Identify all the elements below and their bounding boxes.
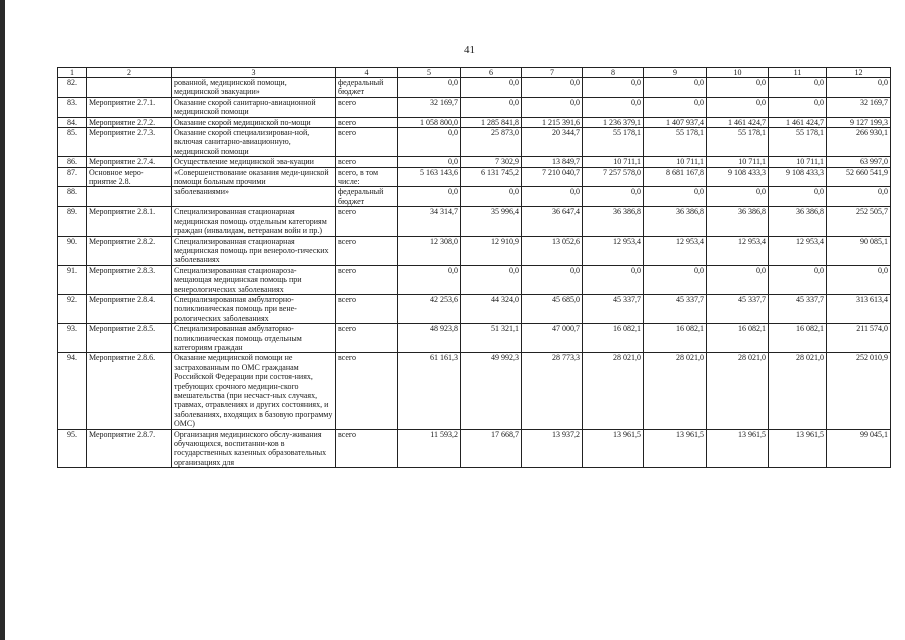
funding-source-cell: всего: [336, 97, 398, 117]
total-value-cell: 313 613,4: [827, 294, 891, 323]
year-value-cell: 55 178,1: [707, 128, 769, 157]
funding-source-cell: всего: [336, 207, 398, 236]
year-value-cell: 32 169,7: [398, 97, 461, 117]
year-value-cell: 28 021,0: [583, 353, 644, 429]
year-value-cell: 6 131 745,2: [461, 167, 522, 187]
table-row: [58, 167, 891, 187]
total-value-cell: 52 660 541,9: [827, 167, 891, 187]
year-value-cell: 1 058 800,0: [398, 117, 461, 127]
funding-source-cell: всего: [336, 236, 398, 265]
year-value-cell: 1 407 937,4: [644, 117, 707, 127]
description-cell: Специализированная амбулаторно-поликлиническая помощь отдельным категориям граждан: [172, 324, 336, 353]
year-value-cell: 0,0: [707, 78, 769, 98]
year-value-cell: 13 849,7: [522, 157, 583, 167]
year-value-cell: 0,0: [583, 97, 644, 117]
column-header: 9: [644, 68, 707, 78]
year-value-cell: 13 961,5: [769, 429, 827, 468]
year-value-cell: 0,0: [769, 187, 827, 207]
year-value-cell: 12 953,4: [707, 236, 769, 265]
budget-table: [57, 67, 891, 468]
year-value-cell: 16 082,1: [707, 324, 769, 353]
table-row: [58, 294, 891, 323]
event-name-cell: Мероприятие 2.8.5.: [87, 324, 172, 353]
year-value-cell: 1 461 424,7: [769, 117, 827, 127]
year-value-cell: 7 210 040,7: [522, 167, 583, 187]
year-value-cell: 28 773,3: [522, 353, 583, 429]
row-number-cell: 93.: [58, 324, 87, 353]
event-name-cell: Мероприятие 2.7.1.: [87, 97, 172, 117]
description-cell: Оказание скорой медицинской по-мощи: [172, 117, 336, 127]
year-value-cell: 11 593,2: [398, 429, 461, 468]
row-number-cell: 82.: [58, 78, 87, 98]
description-cell: Осуществление медицинской эва-куации: [172, 157, 336, 167]
year-value-cell: 45 337,7: [707, 294, 769, 323]
year-value-cell: 36 386,8: [644, 207, 707, 236]
funding-source-cell: всего: [336, 128, 398, 157]
year-value-cell: 0,0: [522, 78, 583, 98]
event-name-cell: Мероприятие 2.8.7.: [87, 429, 172, 468]
year-value-cell: 0,0: [707, 97, 769, 117]
row-number-cell: 90.: [58, 236, 87, 265]
event-name-cell: Мероприятие 2.7.4.: [87, 157, 172, 167]
year-value-cell: 13 961,5: [583, 429, 644, 468]
description-cell: «Совершенствование оказания меди-цинской помощи больным прочими: [172, 167, 336, 187]
description-cell: Специализированная стационарная медицинская помощь отдельным категориям граждан (инвалидам, ветеранам войн и пр.): [172, 207, 336, 236]
year-value-cell: 12 953,4: [644, 236, 707, 265]
year-value-cell: 10 711,1: [769, 157, 827, 167]
header-row: [58, 68, 891, 78]
event-name-cell: Мероприятие 2.7.3.: [87, 128, 172, 157]
column-header: 5: [398, 68, 461, 78]
funding-source-cell: всего: [336, 429, 398, 468]
total-value-cell: 0,0: [827, 265, 891, 294]
year-value-cell: 35 996,4: [461, 207, 522, 236]
year-value-cell: 10 711,1: [644, 157, 707, 167]
total-value-cell: 99 045,1: [827, 429, 891, 468]
year-value-cell: 28 021,0: [707, 353, 769, 429]
year-value-cell: 13 052,6: [522, 236, 583, 265]
year-value-cell: 7 302,9: [461, 157, 522, 167]
total-value-cell: 252 505,7: [827, 207, 891, 236]
year-value-cell: 0,0: [644, 265, 707, 294]
year-value-cell: 45 685,0: [522, 294, 583, 323]
row-number-cell: 91.: [58, 265, 87, 294]
row-number-cell: 86.: [58, 157, 87, 167]
year-value-cell: 49 992,3: [461, 353, 522, 429]
year-value-cell: 48 923,8: [398, 324, 461, 353]
total-value-cell: 0,0: [827, 78, 891, 98]
table-row: [58, 353, 891, 429]
table-row: [58, 429, 891, 468]
year-value-cell: 0,0: [769, 265, 827, 294]
table-row: [58, 236, 891, 265]
column-header: 6: [461, 68, 522, 78]
description-cell: Оказание скорой санитарно-авиационной медицинской помощи: [172, 97, 336, 117]
description-cell: заболеваниями»: [172, 187, 336, 207]
column-header: 7: [522, 68, 583, 78]
column-header: 12: [827, 68, 891, 78]
funding-source-cell: всего: [336, 324, 398, 353]
year-value-cell: 0,0: [583, 187, 644, 207]
year-value-cell: 0,0: [522, 97, 583, 117]
event-name-cell: Мероприятие 2.8.2.: [87, 236, 172, 265]
description-cell: Организация медицинского обслу-живания обучающихся, воспитанни-ков в государственных казенных образовательных организациях для: [172, 429, 336, 468]
description-cell: Оказание скорой специализирован-ной, включая санитарно-авиационную, медицинской помощи: [172, 128, 336, 157]
year-value-cell: 1 236 379,1: [583, 117, 644, 127]
row-number-cell: 92.: [58, 294, 87, 323]
year-value-cell: 13 961,5: [644, 429, 707, 468]
table-row: [58, 187, 891, 207]
year-value-cell: 16 082,1: [583, 324, 644, 353]
row-number-cell: 89.: [58, 207, 87, 236]
funding-source-cell: всего: [336, 353, 398, 429]
year-value-cell: 28 021,0: [769, 353, 827, 429]
event-name-cell: [87, 187, 172, 207]
total-value-cell: 266 930,1: [827, 128, 891, 157]
table-row: [58, 265, 891, 294]
row-number-cell: 87.: [58, 167, 87, 187]
year-value-cell: 12 910,9: [461, 236, 522, 265]
year-value-cell: 17 668,7: [461, 429, 522, 468]
total-value-cell: 9 127 199,3: [827, 117, 891, 127]
year-value-cell: 34 314,7: [398, 207, 461, 236]
row-number-cell: 94.: [58, 353, 87, 429]
funding-source-cell: федеральный бюджет: [336, 78, 398, 98]
total-value-cell: 0,0: [827, 187, 891, 207]
table-row: [58, 78, 891, 98]
table-row: [58, 207, 891, 236]
year-value-cell: 0,0: [583, 265, 644, 294]
total-value-cell: 90 085,1: [827, 236, 891, 265]
year-value-cell: 28 021,0: [644, 353, 707, 429]
year-value-cell: 0,0: [461, 78, 522, 98]
year-value-cell: 0,0: [707, 265, 769, 294]
year-value-cell: 36 386,8: [769, 207, 827, 236]
year-value-cell: 36 386,8: [707, 207, 769, 236]
year-value-cell: 0,0: [461, 97, 522, 117]
year-value-cell: 10 711,1: [707, 157, 769, 167]
year-value-cell: 0,0: [461, 265, 522, 294]
year-value-cell: 0,0: [769, 78, 827, 98]
year-value-cell: 61 161,3: [398, 353, 461, 429]
year-value-cell: 45 337,7: [769, 294, 827, 323]
event-name-cell: Мероприятие 2.8.4.: [87, 294, 172, 323]
row-number-cell: 84.: [58, 117, 87, 127]
description-cell: рованной, медицинской помощи, медицинской эвакуации»: [172, 78, 336, 98]
column-header: 3: [172, 68, 336, 78]
funding-source-cell: всего: [336, 265, 398, 294]
year-value-cell: 1 461 424,7: [707, 117, 769, 127]
year-value-cell: 55 178,1: [769, 128, 827, 157]
year-value-cell: 0,0: [398, 157, 461, 167]
year-value-cell: 13 961,5: [707, 429, 769, 468]
year-value-cell: 36 647,4: [522, 207, 583, 236]
year-value-cell: 5 163 143,6: [398, 167, 461, 187]
column-header: 10: [707, 68, 769, 78]
year-value-cell: 55 178,1: [644, 128, 707, 157]
year-value-cell: 8 681 167,8: [644, 167, 707, 187]
year-value-cell: 0,0: [461, 187, 522, 207]
year-value-cell: 9 108 433,3: [769, 167, 827, 187]
funding-source-cell: федеральный бюджет: [336, 187, 398, 207]
description-cell: Специализированная стационароза-мещающая медицинская помощь при венерологических заболеваниях: [172, 265, 336, 294]
column-header: 11: [769, 68, 827, 78]
year-value-cell: 0,0: [398, 187, 461, 207]
table-row: [58, 157, 891, 167]
table-row: [58, 97, 891, 117]
total-value-cell: 211 574,0: [827, 324, 891, 353]
year-value-cell: 55 178,1: [583, 128, 644, 157]
year-value-cell: 0,0: [707, 187, 769, 207]
year-value-cell: 0,0: [398, 128, 461, 157]
event-name-cell: Мероприятие 2.8.6.: [87, 353, 172, 429]
row-number-cell: 83.: [58, 97, 87, 117]
funding-source-cell: всего: [336, 117, 398, 127]
event-name-cell: Мероприятие 2.8.1.: [87, 207, 172, 236]
funding-source-cell: всего, в том числе:: [336, 167, 398, 187]
year-value-cell: 7 257 578,0: [583, 167, 644, 187]
table-body: [58, 78, 891, 468]
year-value-cell: 0,0: [398, 265, 461, 294]
column-header: 4: [336, 68, 398, 78]
description-cell: Оказание медицинской помощи не застрахованным по ОМС гражданам Российской Федерации при состоя-ниях, требующих срочного медицин-ского вмешательства (при несчаст-ных случаях, травмах, отравлениях и других состояниях, и заболеваниях, входящих в базовую программу ОМС): [172, 353, 336, 429]
year-value-cell: 0,0: [644, 78, 707, 98]
column-header: 1: [58, 68, 87, 78]
scan-edge: [0, 0, 5, 640]
year-value-cell: 0,0: [769, 97, 827, 117]
total-value-cell: 32 169,7: [827, 97, 891, 117]
event-name-cell: Мероприятие 2.8.3.: [87, 265, 172, 294]
table-row: [58, 324, 891, 353]
table-row: [58, 128, 891, 157]
event-name-cell: Основное меро-приятие 2.8.: [87, 167, 172, 187]
column-header: 2: [87, 68, 172, 78]
year-value-cell: 45 337,7: [644, 294, 707, 323]
year-value-cell: 0,0: [644, 187, 707, 207]
year-value-cell: 0,0: [583, 78, 644, 98]
row-number-cell: 85.: [58, 128, 87, 157]
page-number: 41: [464, 44, 475, 56]
event-name-cell: [87, 78, 172, 98]
row-number-cell: 88.: [58, 187, 87, 207]
description-cell: Специализированная амбулаторно-поликлиническая помощь при вене-рологических заболеваниях: [172, 294, 336, 323]
description-cell: Специализированная стационарная медицинская помощь при венероло-гических заболеваниях: [172, 236, 336, 265]
year-value-cell: 0,0: [522, 265, 583, 294]
year-value-cell: 25 873,0: [461, 128, 522, 157]
year-value-cell: 51 321,1: [461, 324, 522, 353]
row-number-cell: 95.: [58, 429, 87, 468]
year-value-cell: 0,0: [644, 97, 707, 117]
year-value-cell: 9 108 433,3: [707, 167, 769, 187]
funding-source-cell: всего: [336, 294, 398, 323]
column-header: 8: [583, 68, 644, 78]
year-value-cell: 45 337,7: [583, 294, 644, 323]
year-value-cell: 47 000,7: [522, 324, 583, 353]
year-value-cell: 16 082,1: [644, 324, 707, 353]
funding-source-cell: всего: [336, 157, 398, 167]
table-row: [58, 117, 891, 127]
year-value-cell: 13 937,2: [522, 429, 583, 468]
event-name-cell: Мероприятие 2.7.2.: [87, 117, 172, 127]
year-value-cell: 10 711,1: [583, 157, 644, 167]
year-value-cell: 12 308,0: [398, 236, 461, 265]
total-value-cell: 252 010,9: [827, 353, 891, 429]
year-value-cell: 0,0: [522, 187, 583, 207]
year-value-cell: 44 324,0: [461, 294, 522, 323]
year-value-cell: 0,0: [398, 78, 461, 98]
total-value-cell: 63 997,0: [827, 157, 891, 167]
year-value-cell: 12 953,4: [769, 236, 827, 265]
year-value-cell: 42 253,6: [398, 294, 461, 323]
year-value-cell: 1 215 391,6: [522, 117, 583, 127]
year-value-cell: 16 082,1: [769, 324, 827, 353]
year-value-cell: 1 285 841,8: [461, 117, 522, 127]
year-value-cell: 20 344,7: [522, 128, 583, 157]
year-value-cell: 36 386,8: [583, 207, 644, 236]
year-value-cell: 12 953,4: [583, 236, 644, 265]
